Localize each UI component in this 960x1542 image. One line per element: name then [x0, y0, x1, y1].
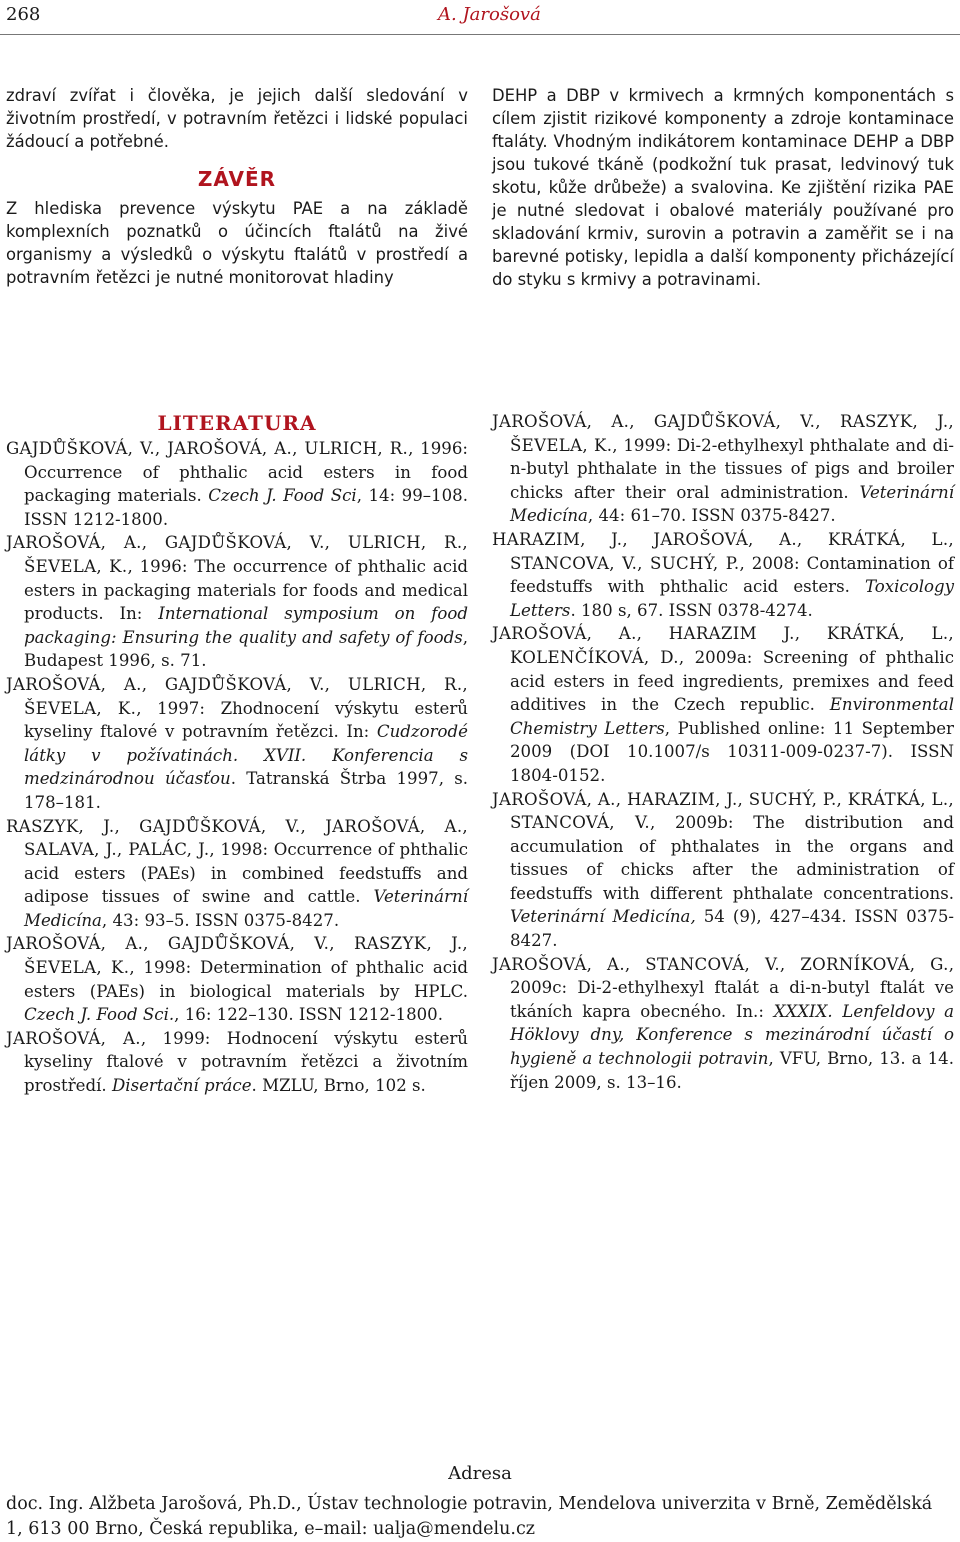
- intro-paragraph: zdraví zvířat i člověka, je jejich další sledování v životním prostředí, v potravním řetězci i lidské populaci žádoucí a potřebné.: [6, 86, 468, 151]
- ref-details: . MZLU, Brno, 102 s.: [251, 1076, 426, 1096]
- reference-entry: [492, 622, 954, 787]
- reference-entry: [492, 953, 954, 1095]
- ref-details: , 43: 93–5. ISSN 0375-8427.: [101, 910, 340, 930]
- reference-entry: [6, 437, 468, 531]
- page-header: [0, 0, 960, 35]
- reference-list-left: [6, 437, 468, 1098]
- ref-authors: JAROŠOVÁ, A., GAJDŮŠKOVÁ, V., ULRICH, R., ŠEVELA, K.: [6, 674, 468, 718]
- ref-text: , 1996: The occurrence of phthalic acid esters in packaging materials for foods and medical products. In:: [24, 556, 468, 624]
- reference-entry: [6, 673, 468, 815]
- ref-text: , 2009a: Screening of phthalic acid esters in feed ingredients, premixes and feed additives in the Czech republic.: [510, 647, 954, 715]
- reference-entry: [6, 531, 468, 673]
- ref-authors: RASZYK, J., GAJDŮŠKOVÁ, V., JAROŠOVÁ, A., SALAVA, J., PALÁC, J.: [6, 816, 468, 860]
- ref-details: , 16: 122–130. ISSN 1212-1800.: [174, 1005, 444, 1025]
- ref-source: Czech J. Food Sci: [208, 486, 357, 506]
- ref-text: , 2008: Contamination of feedstuffs with phthalic acid esters.: [510, 553, 954, 597]
- ref-details: . 180 s, 67. ISSN 0378-4274.: [570, 600, 813, 620]
- conclusion-paragraph: Z hlediska prevence výskytu PAE a na základě komplexních poznatků o účincích ftalátů na živé organismy a výsledků o výskytu ftalátů v prostředí a potravním řetězci je nutné monitorovat hladiny: [6, 199, 468, 287]
- reference-entry: [6, 1027, 468, 1098]
- literature-title: LITERATURA: [157, 411, 317, 435]
- reference-entry: [492, 528, 954, 622]
- right-top-column: [492, 84, 954, 291]
- ref-details: , 14: 99–108. ISSN 1212-1800.: [24, 486, 468, 529]
- ref-source: Toxicology Letters: [510, 577, 954, 620]
- ref-text: , 1998: Determination of phthalic acid esters (PAEs) in biological materials by HPLC.: [24, 958, 468, 1001]
- reference-list-right: [492, 410, 954, 1094]
- ref-text: , 1999: Di-2-ethylhexyl phthalate and di-n-butyl phthalate in the tissues of pigs and broiler chicks after their oral administration.: [510, 435, 954, 502]
- reference-entry: [6, 815, 468, 933]
- ref-authors: JAROŠOVÁ, A., STANCOVÁ, V., ZORNÍKOVÁ, G.: [492, 954, 949, 974]
- ref-source: Disertační práce: [111, 1076, 252, 1096]
- ref-details: , Budapest 1996, s. 71.: [24, 627, 468, 671]
- ref-source: Veterinární Medicína: [24, 887, 468, 930]
- ref-text: , 1997: Zhodnocení výskytu esterů kyseliny ftalové v potravním řetězci. In:: [24, 698, 468, 742]
- reference-entry: [6, 932, 468, 1026]
- references-left: [6, 412, 468, 1098]
- reference-entry: [492, 410, 954, 528]
- ref-authors: JAROŠOVÁ, A., GAJDŮŠKOVÁ, V., ULRICH, R., ŠEVELA, K.: [6, 533, 468, 576]
- ref-source: International symposium on food packaging: Ensuring the quality and safety of foods: [24, 604, 468, 647]
- page-number: 268: [6, 4, 41, 25]
- reference-entry: [492, 788, 954, 953]
- ref-authors: GAJDŮŠKOVÁ, V., JAROŠOVÁ, A., ULRICH, R.,: [6, 439, 414, 458]
- ref-text: , 2009b: The distribution and accumulation of phthalates in the organs and tissues of chicks after the administration of feedstuffs with different phthalate concentrations.: [510, 813, 954, 903]
- left-top-column: [6, 84, 468, 289]
- ref-text: , 1998: Occurrence of phthalic acid esters (PAEs) in combined feedstuffs and adipose tissues of swine and cattle.: [24, 840, 468, 907]
- ref-authors: JAROŠOVÁ, A., GAJDŮŠKOVÁ, V., RASZYK, J., ŠEVELA, K.: [6, 934, 468, 978]
- ref-source: XXXIX. Lenfeldovy a Höklovy dny, Konference s mezinárodní účastí o hygieně a technologii potravin: [510, 1001, 954, 1069]
- references-right: [492, 410, 954, 1094]
- ref-details: . Tatranská Štrba 1997, s. 178–181.: [24, 769, 468, 812]
- ref-text: , 2009c: Di-2-ethylhexyl ftalát a di-n-butyl ftalát ve tkáních kapra obecného. In.:: [510, 954, 954, 1021]
- ref-text: , 1999: Hodnocení výskytu esterů kyseliny ftalové v potravním řetězci a životním prostředí.: [24, 1028, 468, 1096]
- ref-details: , Published online: 11 September 2009 (DOI 10.1007/s 10311-009-0237-7). ISSN 1804-0152.: [510, 718, 954, 785]
- ref-text: 1996: Occurrence of phthalic acid esters in food packaging materials.: [24, 439, 468, 506]
- ref-authors: JAROŠOVÁ, A.: [6, 1028, 141, 1048]
- ref-authors: JAROŠOVÁ, A., HARAZIM J., KRÁTKÁ, L., KOLENČÍKOVÁ, D.: [492, 624, 954, 667]
- ref-source: Cudzorodé látky v požívatinách. XVII. Konferencia s medzinárodnou účasťou: [24, 722, 468, 789]
- address-text: doc. Ing. Alžbeta Jarošová, Ph.D., Ústav technologie potravin, Mendelova univerzita v Brně, Zemědělská 1, 613 00 Brno, Česká republika, e–mail: ualja@mendelu.cz: [6, 1494, 933, 1539]
- ref-authors: JAROŠOVÁ, A., GAJDŮŠKOVÁ, V., RASZYK, J., ŠEVELA, K.: [492, 412, 954, 455]
- section-title: ZÁVĚR: [197, 167, 277, 191]
- ref-source: Czech J. Food Sci.: [24, 1005, 175, 1025]
- ref-authors: JAROŠOVÁ, A., HARAZIM, J., SUCHÝ, P., KRÁTKÁ, L., STANCOVÁ, V.: [492, 789, 954, 833]
- ref-details: , 44: 61–70. ISSN 0375-8427.: [587, 506, 836, 526]
- running-head: A. Jarošová: [438, 4, 541, 25]
- ref-details: , VFU, Brno, 13. a 14. říjen 2009, s. 13–16.: [510, 1049, 954, 1092]
- conclusion-continued: DEHP a DBP v krmivech a krmných komponentách s cílem zjistit rizikové komponenty a zdroje kontaminace ftaláty. Vhodným indikátorem kontaminace DEHP a DBP jsou tukové tkáně (podkožní tuk prasat, ledvinový tuk skotu, kůže drůbeže) a svalovina. Ke zjištění rizika PAE je nutné sledovat i obalové materiály používané pro skladování krmiv, surovin a potravin a zaměřit se i na barevné potisky, lepidla a další komponenty přicházející do styku s krmivy a potravinami.: [492, 86, 954, 289]
- ref-source: Veterinární Medicína: [510, 482, 954, 526]
- ref-details: 54 (9), 427–434. ISSN 0375-8427.: [510, 907, 954, 951]
- ref-source: Environmental Chemistry Letters: [510, 695, 954, 738]
- ref-source: Veterinární Medicína,: [510, 907, 696, 927]
- ref-authors: HARAZIM, J., JAROŠOVÁ, A., KRÁTKÁ, L., STANCOVA, V., SUCHÝ, P.: [492, 529, 954, 573]
- address-title: Adresa: [448, 1463, 512, 1484]
